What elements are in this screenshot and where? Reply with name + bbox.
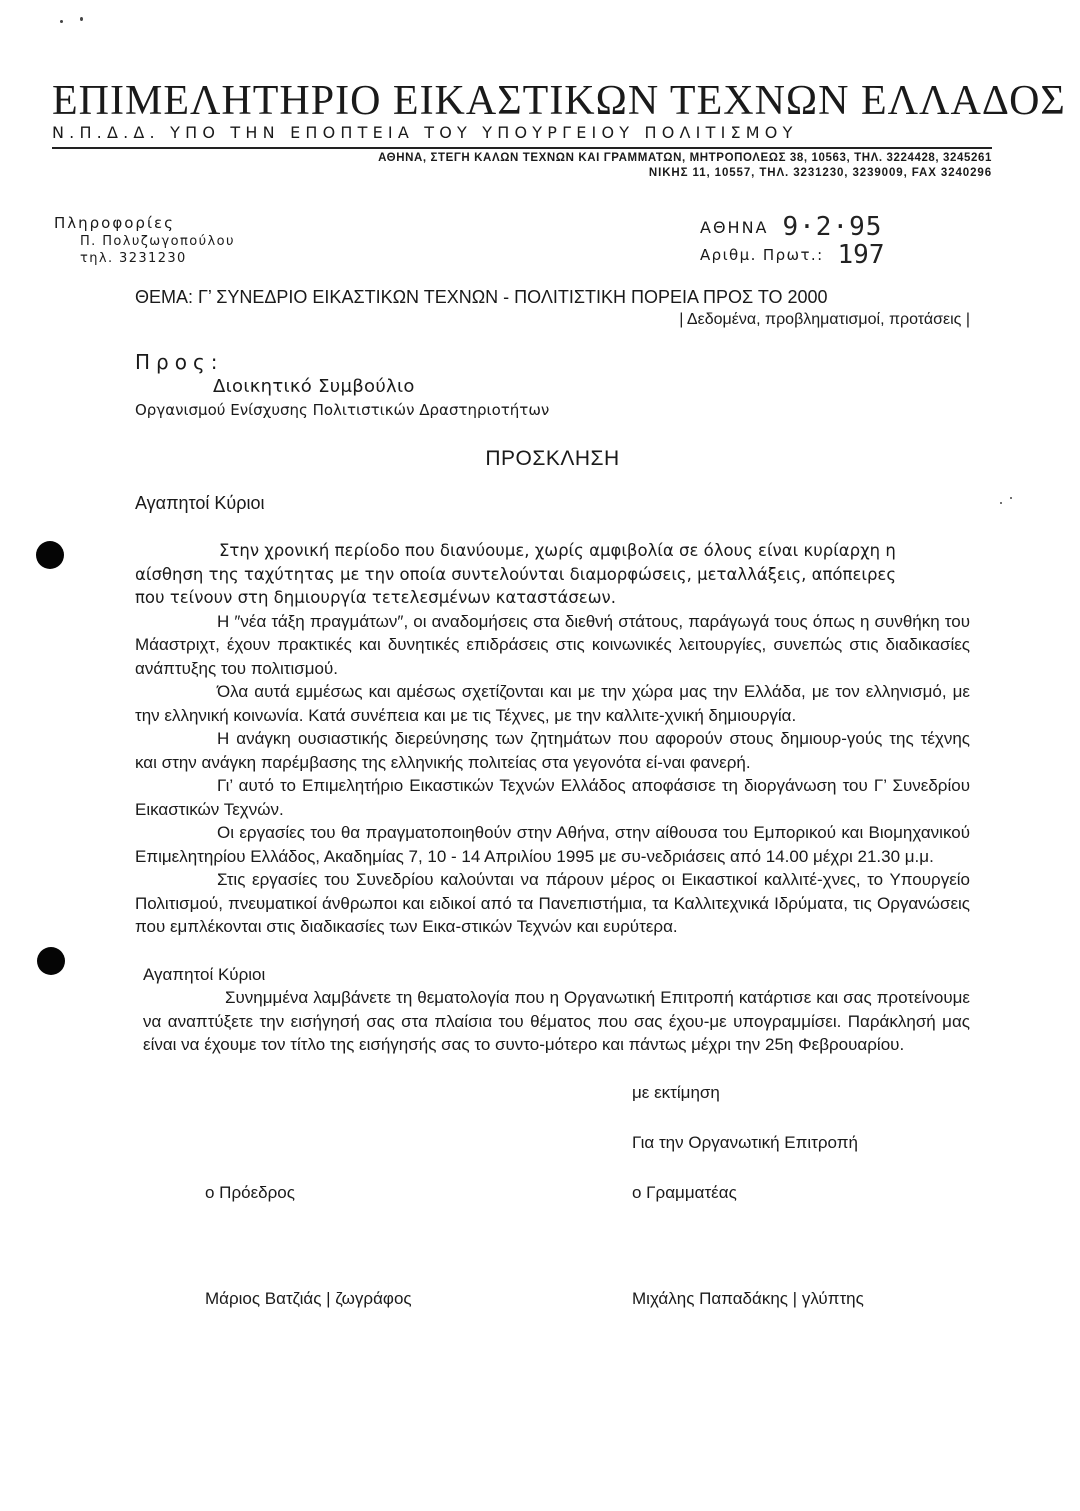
info-label: Πληροφορίες xyxy=(54,214,175,232)
president-name: Μάριος Βατζιάς | ζωγράφος xyxy=(205,1288,412,1308)
president-title: ο Πρόεδρος xyxy=(205,1182,295,1202)
address-line-2: ΝΙΚΗΣ 11, 10557, ΤΗΛ. 3231230, 3239009, FAX 3240296 xyxy=(648,167,992,179)
body-paragraph: Οι εργασίες του θα πραγματοποιηθούν στην Αθήνα, στην αίθουσα του Εμπορικού και Βιομηχανικού Επιμελητηρίου Ελλάδος, Ακαδημίας 7, 10 - 14 Απριλίου 1995 με συ-νεδριάσεις από 14.00 μέχρι 21.30 μ.μ. xyxy=(135,823,970,866)
subject-line: ΘΕΜΑ: Γ’ ΣΥΝΕΔΡΙΟ ΕΙΚΑΣΤΙΚΩΝ ΤΕΧΝΩΝ - ΠΟΛΙΤΙΣΤΙΚΗ ΠΟΡΕΙΑ ΠΡΟΣ ΤΟ 2000 xyxy=(135,287,828,307)
body-paragraph: Η ″νέα τάξη πραγμάτων″, οι αναδομήσεις στα διεθνή στάτους, παράγωγά τους όπως η συνθήκη του Μάαστριχτ, έχουν πρακτικές και δυνητικές επιδράσεις στις κοινωνικές λειτουργίες, συνεπώς στις διαδικασίες ανάπτυξης του πολιτισμού. xyxy=(135,611,970,678)
body-paragraph: Όλα αυτά εμμέσως και αμέσως σχετίζονται και με την χώρα μας την Ελλάδα, με τον ελληνισμό, με την ελληνική κοινωνία. Κατά συνέπεια και με τις Τέχνες, με την καλλιτε-χνική δημιουργία. xyxy=(135,682,970,725)
recipient-line-1: Διοικητικό Συμβούλιο xyxy=(213,376,415,397)
letterhead xyxy=(52,0,1066,181)
signature-block xyxy=(205,1081,970,1311)
protocol-row xyxy=(700,241,940,269)
greeting: Αγαπητοί Κύριοι xyxy=(135,493,265,513)
date-row xyxy=(700,213,940,241)
body-paragraph: Στις εργασίες του Συνεδρίου καλούνται να πάρουν μέρος οι Εικαστικοί καλλιτέ-χνες, το Υπουργείο Πολιτισμού, πνευματικοί άνθρωποι και ειδικοί από τα Πανεπιστήμια, τα Καλλιτεχνικά Ιδρύματα, τις Οργανώσεις που εμπλέκονται στις διαδικασίες των Εικα-στικών Τεχνών και ευρύτερα. xyxy=(135,870,970,936)
paragraph-1-line: αίσθηση της ταχύτητας με την οποία συντελούνται διαμορφώσεις, μεταλλάξεις, απόπειρες xyxy=(135,564,897,584)
address-line-1: ΑΘΗΝΑ, ΣΤΕΓΗ ΚΑΛΩΝ ΤΕΧΝΩΝ ΚΑΙ ΓΡΑΜΜΑΤΩΝ, ΜΗΤΡΟΠΟΛΕΩΣ 38, 10563, ΤΗΛ. 3224428, 3245261 xyxy=(378,152,992,164)
closing-block xyxy=(135,986,970,1057)
punch-hole-icon xyxy=(36,541,64,569)
letterhead-divider xyxy=(52,147,992,149)
letter-title: ΠΡΟΣΚΛΗΣΗ xyxy=(485,447,620,470)
closing-paragraph: Συνημμένα λαμβάνετε τη θεματολογία που η Οργανωτική Επιτροπή κατάρτισε και σας προτείνουμε να αναπτύξετε την εισήγησή σας στα πλαίσια του θέματος που σας έχου-με υπογραμμίσει. Παράκλησή μας είναι να έχουμε τον τίτλο της εισήγησής σας το συντο-μότερο και πάντως μέχρι την 25η Φεβρουαρίου. xyxy=(143,988,970,1054)
recipient-line-2: Οργανισμού Ενίσχυσης Πολιτιστικών Δραστηριοτήτων xyxy=(135,401,550,419)
paragraph-1 xyxy=(135,539,970,610)
info-contact-tel: τηλ. 3231230 xyxy=(80,251,187,266)
signature-space xyxy=(205,1231,970,1261)
secretary-title: ο Γραμματέας xyxy=(632,1182,737,1202)
closing-regards: με εκτίμηση xyxy=(632,1082,720,1102)
scan-speck xyxy=(1010,497,1012,499)
punch-hole-icon xyxy=(37,947,65,975)
meta-row xyxy=(54,213,992,269)
handwritten-protocol-number: 197 xyxy=(837,240,885,270)
organization-name: ΕΠΙΜΕΛΗΤΗΡΙΟ ΕΙΚΑΣΤΙΚΩΝ ΤΕΧΝΩΝ ΕΛΛΑΔΟΣ xyxy=(52,78,1066,124)
paragraph-1-line: που τείνουν στη δημιουργία τετελεσμένων καταστάσεων. xyxy=(135,588,616,607)
scan-speck xyxy=(60,20,63,23)
committee-line: Για την Οργανωτική Επιτροπή xyxy=(632,1132,858,1152)
letter-body xyxy=(135,610,970,939)
subject-subline: | Δεδομένα, προβληματισμοί, προτάσεις | xyxy=(679,311,970,328)
protocol-label: Αριθμ. Πρωτ.: xyxy=(700,246,824,264)
second-greeting: Αγαπητοί Κύριοι xyxy=(143,964,266,984)
organization-status-line: Ν.Π.Δ.Δ. ΥΠΟ ΤΗΝ ΕΠΟΠΤΕΙΑ ΤΟΥ ΥΠΟΥΡΓΕΙΟΥ ΠΟΛΙΤΙΣΜΟΥ xyxy=(52,123,798,142)
paragraph-1-line: Στην χρονική περίοδο που διανύουμε, χωρίς αμφιβολία σε όλους είναι κυρίαρχη η xyxy=(219,541,896,560)
info-contact-name: Π. Πολυζωγοπούλου xyxy=(80,234,235,249)
info-block xyxy=(54,213,235,269)
letter xyxy=(135,285,970,1057)
secretary-name: Μιχάλης Παπαδάκης | γλύπτης xyxy=(632,1288,864,1308)
recipient-block xyxy=(135,349,970,421)
body-paragraph: Η ανάγκη ουσιαστικής διερεύνησης των ζητημάτων που αφορούν στους δημιουρ-γούς της τέχνης και στην ανάγκη παρέμβασης της ελληνικής πολιτείας στα γεγονότα εί-ναι φανερή. xyxy=(135,729,970,772)
handwritten-date: 9·2·95 xyxy=(782,212,883,242)
dateline-city: ΑΘΗΝΑ xyxy=(700,217,769,237)
scan-speck xyxy=(1000,502,1002,504)
recipient-label: Προς: xyxy=(135,350,224,374)
dateline-block xyxy=(700,213,940,269)
scan-speck xyxy=(80,17,83,21)
body-paragraph: Γι’ αυτό το Επιμελητήριο Εικαστικών Τεχνών Ελλάδος αποφάσισε τη διοργάνωση του Γ’ Συνεδρίου Εικαστικών Τεχνών. xyxy=(135,776,970,819)
